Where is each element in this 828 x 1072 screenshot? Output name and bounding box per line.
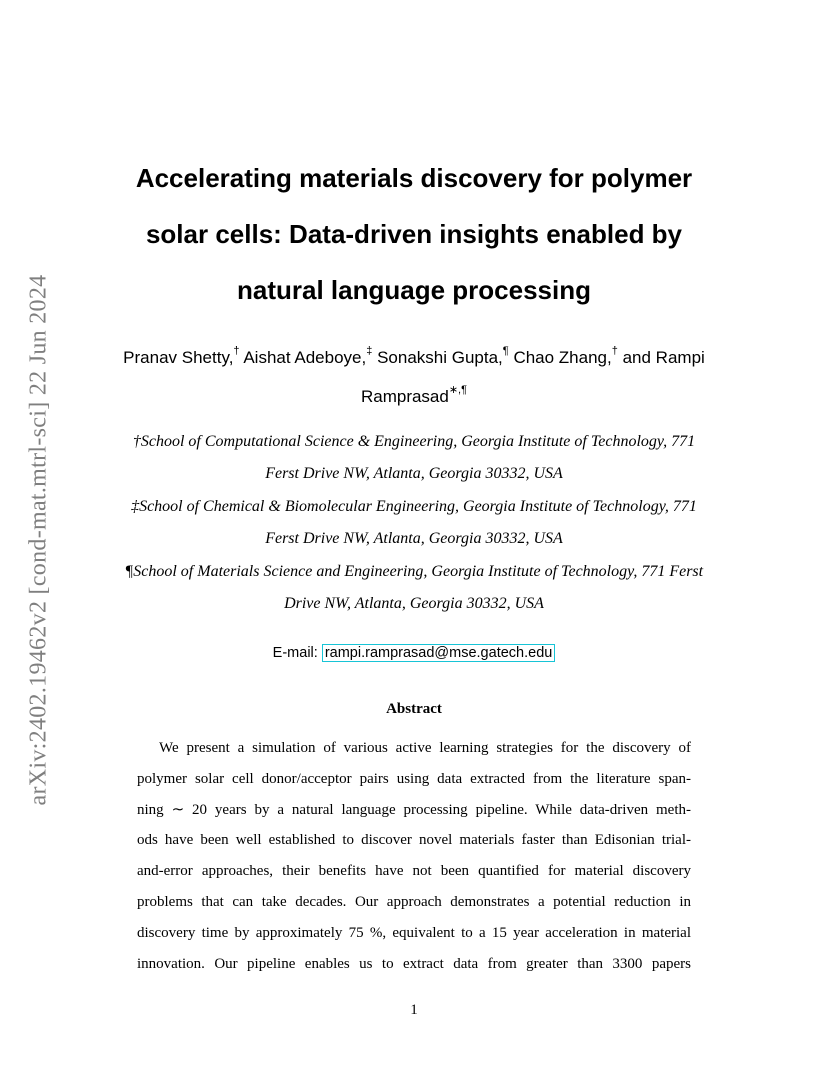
affiliation-line: Ferst Drive NW, Atlanta, Georgia 30332, USA [265,465,563,482]
abstract-line: ning ∼ 20 years by a natural language processing pipeline. While data-driven meth- [137,801,691,818]
abstract-line: and-error approaches, their benefits have not been quantified for material discovery [137,863,691,880]
affiliation-mark: ¶ [502,345,509,358]
affiliation-mark: † [233,345,240,358]
corresponding-mark: ∗,¶ [448,384,468,397]
author-chao-zhang: Chao Zhang, [513,348,612,367]
author-list [90,338,738,416]
contact-email [90,641,738,665]
abstract-heading: Abstract [386,701,442,717]
author-rampi-ramprasad: Ramprasad [360,387,449,406]
author-conjunction: and Rampi [622,348,705,367]
email-label: E-mail: [272,645,318,661]
abstract-line: polymer solar cell donor/acceptor pairs using data extracted from the literature span- [137,770,691,787]
authors-line-1 [90,338,738,377]
page-number: 1 [410,1002,418,1018]
title-line-1: Accelerating materials discovery for polymer [135,163,693,193]
author-pranav-shetty: Pranav Shetty, [123,348,234,367]
author-aishat-adeboye: Aishat Adeboye, [243,348,367,367]
title-line-2: solar cells: Data-driven insights enabled by [145,219,683,249]
abstract-line: problems that can take decades. Our approach demonstrates a potential reduction in [137,893,691,910]
affiliation-line: Ferst Drive NW, Atlanta, Georgia 30332, USA [265,530,563,547]
arxiv-identifier: arXiv:2402.19462v2 [cond-mat.mtrl-sci] 22 Jun 2024 [25,274,52,806]
arxiv-sidebar [22,240,56,840]
affiliation-line: †School of Computational Science & Engineering, Georgia Institute of Technology, 771 [132,433,696,450]
affiliation-mark: † [611,345,618,358]
authors-line-2 [90,377,738,416]
abstract-line: innovation. Our pipeline enables us to extract data from greater than 3300 papers [137,955,691,972]
paper-title [100,150,728,318]
affiliation-line: ‡School of Chemical & Biomolecular Engineering, Georgia Institute of Technology, 771 [131,498,697,515]
affiliation-mark: ‡ [366,345,373,358]
affiliation-materials-science [90,556,738,620]
abstract-body [137,733,691,979]
abstract-line: ods have been well established to discover novel materials faster than Edisonian trial- [137,832,691,849]
affiliation-chemical-engineering [90,491,738,555]
affiliation-computational-science [90,426,738,490]
title-line-3: natural language processing [237,275,591,305]
abstract-line: discovery time by approximately 75 %, equivalent to a 15 year acceleration in material [137,924,691,941]
affiliation-line: Drive NW, Atlanta, Georgia 30332, USA [284,595,544,612]
author-sonakshi-gupta: Sonakshi Gupta, [377,348,503,367]
email-link[interactable]: rampi.ramprasad@mse.gatech.edu [322,644,556,662]
abstract-line: We present a simulation of various active learning strategies for the discovery of [159,740,691,756]
affiliation-line: ¶School of Materials Science and Engineering, Georgia Institute of Technology, 771 Ferst [124,563,704,580]
